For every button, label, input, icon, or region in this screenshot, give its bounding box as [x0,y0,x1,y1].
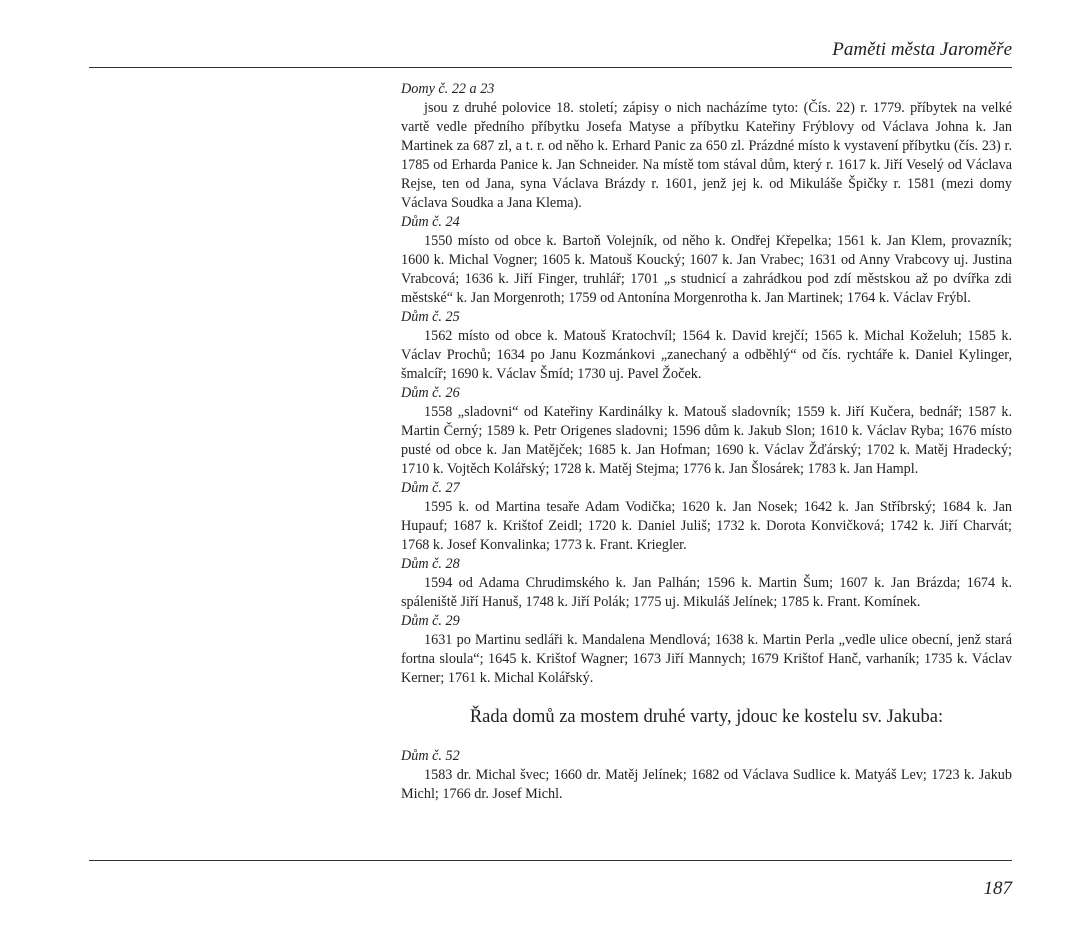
entry-text: 1594 od Adama Chrudimského k. Jan Palhán; 1596 k. Martin Šum; 1607 k. Jan Brázda; 1674 k. spáleniště Jiří Hanuš, 1748 k. Jiří Polák; 1775 uj. Mikuláš Jelínek; 1785 k. Frant. Komínek. [401,575,1012,610]
entry-heading: Dům č. 27 [401,480,460,496]
entry-heading: Dům č. 25 [401,309,460,325]
header-rule [89,67,1012,68]
entry-heading: Domy č. 22 a 23 [401,81,495,97]
entry-heading: Dům č. 24 [401,214,460,230]
entry-text: 1562 místo od obce k. Matouš Kratochvíl; 1564 k. David krejčí; 1565 k. Michal Koželuh; 1585 k. Václav Prochů; 1634 po Janu Kozmánkovi „zanechaný a odběhlý“ od čís. rychtáře k. Daniel Kylinger, šmalcíř; 1690 k. Václav Šmíd; 1730 uj. Pavel Žoček. [401,328,1012,382]
page-number: 187 [983,878,1012,899]
entry-heading: Dům č. 52 [401,748,460,764]
entry-text: 1631 po Martinu sedláři k. Mandalena Mendlová; 1638 k. Martin Perla „vedle ulice obecní, jenž stará fortna sloula“; 1645 k. Krištof Wagner; 1673 Jiří Mannych; 1679 Krištof Hanč, varhaník; 1735 k. Václav Kerner; 1761 k. Michal Kolářský. [401,632,1012,686]
section-title: Řada domů za mostem druhé varty, jdouc ke kostelu sv. Jakuba: [469,707,944,727]
footer-rule [89,860,1012,861]
entry-heading: Dům č. 26 [401,385,460,401]
entry-text: jsou z druhé polovice 18. století; zápisy o nich nacházíme tyto: (Čís. 22) r. 1779. příbytek na velké vartě vedle předního příbytku Josefa Matyse a příbytku Kateřiny Frýblovy od Václava Johna k. Jan Martinek za 687 zl, a t. r. od něho k. Erhard Panic za 650 zl. Prázdné místo k vystavení příbytku (čís. 23) r. 1785 od Erharda Panice k. Jan Schneider. Na místě tom stával dům, který r. 1617 k. Jiří Veselý od Václava Rejse, ten od Jana, syna Václava Brázdy r. 1601, jenž jej k. od Mikuláše Špičky r. 1581 (mezi domy Václava Soudka a Jana Klema). [401,100,1012,211]
entry-text: 1595 k. od Martina tesaře Adam Vodička; 1620 k. Jan Nosek; 1642 k. Jan Stříbrský; 1684 k. Jan Hupauf; 1687 k. Krištof Zeidl; 1720 k. Daniel Juliš; 1732 k. Dorota Konvičková; 1742 k. Jiří Charvát; 1768 k. Josef Konvalinka; 1773 k. Frant. Kriegler. [401,499,1012,553]
entry-text: 1583 dr. Michal švec; 1660 dr. Matěj Jelínek; 1682 od Václava Sudlice k. Matyáš Lev; 1723 k. Jakub Michl; 1766 dr. Josef Michl. [401,767,1012,802]
main-text [401,80,1012,804]
entry-heading: Dům č. 28 [401,556,460,572]
running-title: Paměti města Jaroměře [832,39,1012,60]
entry-text: 1550 místo od obce k. Bartoň Volejník, od něho k. Ondřej Křepelka; 1561 k. Jan Klem, provazník; 1600 k. Michal Vogner; 1605 k. Matouš Koucký; 1607 k. Jan Vrabec; 1631 od Anny Vrabcovy uj. Justina Vrabcová; 1636 k. Jiří Finger, truhlář; 1701 „s studnicí a zahrádkou pod zdí městskou až po dvířka zdi městské“ k. Jan Morgenroth; 1759 od Antonína Morgenrotha k. Jan Martinek; 1764 k. Václav Frýbl. [401,233,1012,306]
entry-heading: Dům č. 29 [401,613,460,629]
entry-text: 1558 „sladovni“ od Kateřiny Kardinálky k. Matouš sladovník; 1559 k. Jiří Kučera, bednář; 1587 k. Martin Černý; 1589 k. Petr Origenes sladovni; 1596 dům k. Jakub Slon; 1610 k. Václav Ryba; 1676 místo pusté od obce k. Jan Matějček; 1685 k. Jan Hofman; 1690 k. Václav Žďárský; 1702 k. Matěj Hradecký; 1710 k. Vojtěch Kolářský; 1728 k. Matěj Stejma; 1776 k. Jan Šlosárek; 1783 k. Jan Hampl. [401,404,1012,477]
